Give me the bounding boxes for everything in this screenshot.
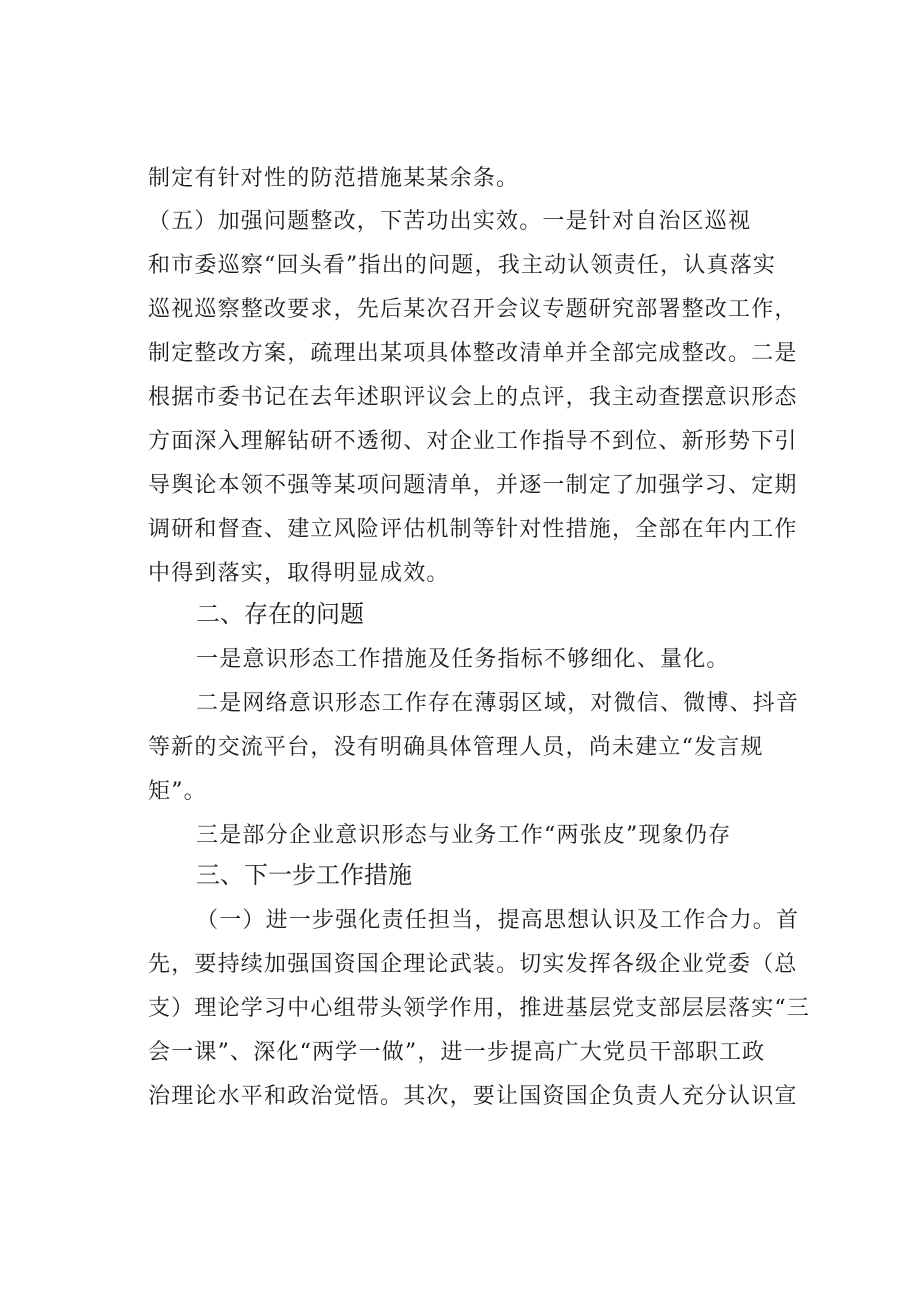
problem-two-line: 等新的交流平台，没有明确具体管理人员，尚未建立“发言规 [148,735,764,760]
paragraph-line: 和市委巡察“回头看”指出的问题，我主动认领责任，认真落实 [148,253,777,278]
measure-line: 支）理论学习中心组带头领学作用，推进基层党支部层层落实“三 [148,996,811,1021]
paragraph-line: 制定有针对性的防范措施某某余条。 [148,166,520,191]
paragraph-line: （五）加强问题整改，下苦功出实效。一是针对自治区巡视 [148,209,752,234]
paragraph-line: 导舆论本领不强等某项问题清单，并逐一制定了加强学习、定期 [148,473,798,498]
measure-line: 会一课”、深化“两学一做”，进一步提高广大党员干部职工政 [148,1040,766,1065]
problem-three-line: 三是部分企业意识形态与业务工作“两张皮”现象仍存 [196,823,732,848]
measure-line: （一）进一步强化责任担当，提高思想认识及工作合力。首 [196,908,800,933]
section-heading-next-steps: 三、下一步工作措施 [196,861,412,889]
paragraph-line: 制定整改方案，疏理出某项具体整改清单并全部完成整改。二是 [148,341,798,366]
measure-line: 先，要持续加强国资国企理论武装。切实发挥各级企业党委（总 [148,952,798,977]
problem-two-line: 二是网络意识形态工作存在薄弱区域，对微信、微博、抖音 [196,691,800,716]
section-heading-problems: 二、存在的问题 [196,600,364,628]
problem-two-line: 矩”。 [148,779,207,804]
problem-one-line: 一是意识形态工作措施及任务指标不够细化、量化。 [196,647,730,672]
paragraph-line: 根据市委书记在去年述职评议会上的点评，我主动查摆意识形态 [148,385,798,410]
paragraph-line: 巡视巡察整改要求，先后某次召开会议专题研究部署整改工作， [148,297,798,322]
paragraph-line: 中得到落实，取得明显成效。 [148,561,450,586]
measure-line: 治理论水平和政治觉悟。其次，要让国资国企负责人充分认识宣 [148,1084,798,1109]
paragraph-line: 方面深入理解钻研不透彻、对企业工作指导不到位、新形势下引 [148,429,798,454]
paragraph-line: 调研和督查、建立风险评估机制等针对性措施，全部在年内工作 [148,517,798,542]
